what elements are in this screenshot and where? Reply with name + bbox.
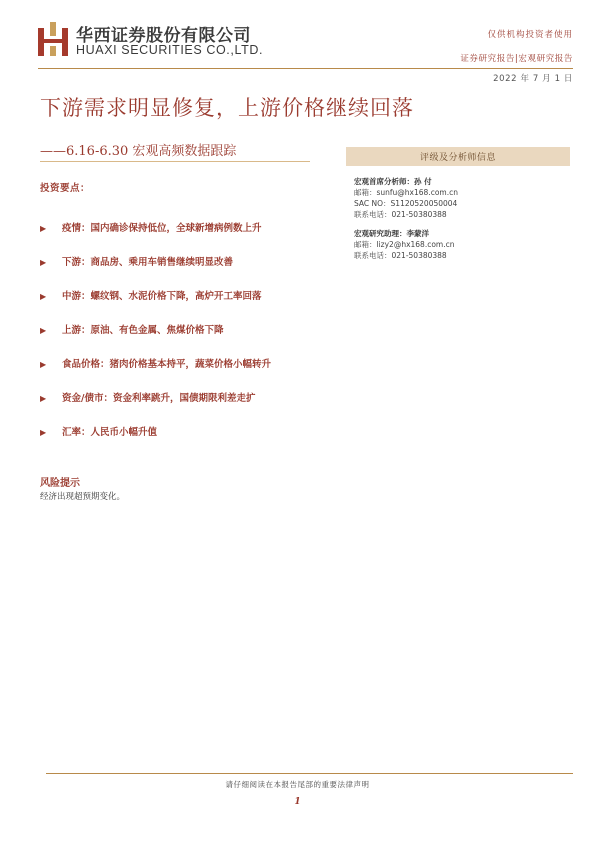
analyst-role: 宏观首席分析师：孙 付 xyxy=(354,177,432,186)
key-points-heading: 投资要点： xyxy=(40,183,91,194)
page-number: 1 xyxy=(294,797,301,807)
analyst-card xyxy=(346,176,570,220)
triangle-right-icon: ▶ xyxy=(40,258,47,267)
triangle-right-icon: ▶ xyxy=(40,292,47,301)
analyst-phone: 联系电话：021-50380388 xyxy=(354,251,447,260)
analyst-box-heading: 评级及分析师信息 xyxy=(346,147,570,166)
legal-note: 请仔细阅读在本报告尾部的重要法律声明 xyxy=(225,780,370,789)
risk-heading: 风险提示 xyxy=(40,478,80,489)
analyst-phone: 联系电话：021-50380388 xyxy=(354,210,447,219)
list-item: ▶ 资金/债市：资金利率跳升，国债期限利差走扩 xyxy=(40,390,326,407)
triangle-right-icon: ▶ xyxy=(40,428,47,437)
list-item: ▶ 中游：螺纹钢、水泥价格下降，高炉开工率回落 xyxy=(40,288,326,305)
triangle-right-icon: ▶ xyxy=(40,326,47,335)
brand-name-en: HUAXI SECURITIES CO.,LTD. xyxy=(76,43,264,57)
page-subtitle: ——6.16-6.30 宏观高频数据跟踪 xyxy=(40,144,237,159)
analyst-email[interactable]: 邮箱：lizy2@hx168.com.cn xyxy=(354,240,455,249)
header-divider xyxy=(38,68,573,69)
key-points-list xyxy=(40,220,326,441)
analyst-card xyxy=(346,228,570,261)
audience-note: 仅供机构投资者使用 xyxy=(487,30,573,40)
list-item: ▶ 下游：商品房、乘用车销售继续明显改善 xyxy=(40,254,326,271)
brand-name-cn: 华西证券股份有限公司 xyxy=(76,26,251,46)
page-title: 下游需求明显修复，上游价格继续回落 xyxy=(40,96,414,120)
list-item: ▶ 汇率：人民币小幅升值 xyxy=(40,424,326,441)
analyst-role: 宏观研究助理：李蒙洋 xyxy=(354,229,429,238)
triangle-right-icon: ▶ xyxy=(40,224,47,233)
risk-text: 经济出现超预期变化。 xyxy=(40,492,126,502)
analyst-email[interactable]: 邮箱：sunfu@hx168.com.cn xyxy=(354,188,458,197)
list-item: ▶ 疫情：国内确诊保持低位，全球新增病例数上升 xyxy=(40,220,326,237)
huaxi-logo-icon xyxy=(38,22,68,56)
report-type: 证券研究报告|宏观研究报告 xyxy=(460,54,573,64)
report-date: 2022 年 7 月 1 日 xyxy=(493,74,573,84)
analyst-info-box xyxy=(346,147,570,261)
analyst-sac-no: SAC NO：S1120520050004 xyxy=(354,199,458,208)
triangle-right-icon: ▶ xyxy=(40,360,47,369)
footer-divider xyxy=(46,773,573,774)
triangle-right-icon: ▶ xyxy=(40,394,47,403)
title-divider xyxy=(40,161,310,162)
list-item: ▶ 上游：原油、有色金属、焦煤价格下降 xyxy=(40,322,326,339)
list-item: ▶ 食品价格：猪肉价格基本持平，蔬菜价格小幅转升 xyxy=(40,356,326,373)
